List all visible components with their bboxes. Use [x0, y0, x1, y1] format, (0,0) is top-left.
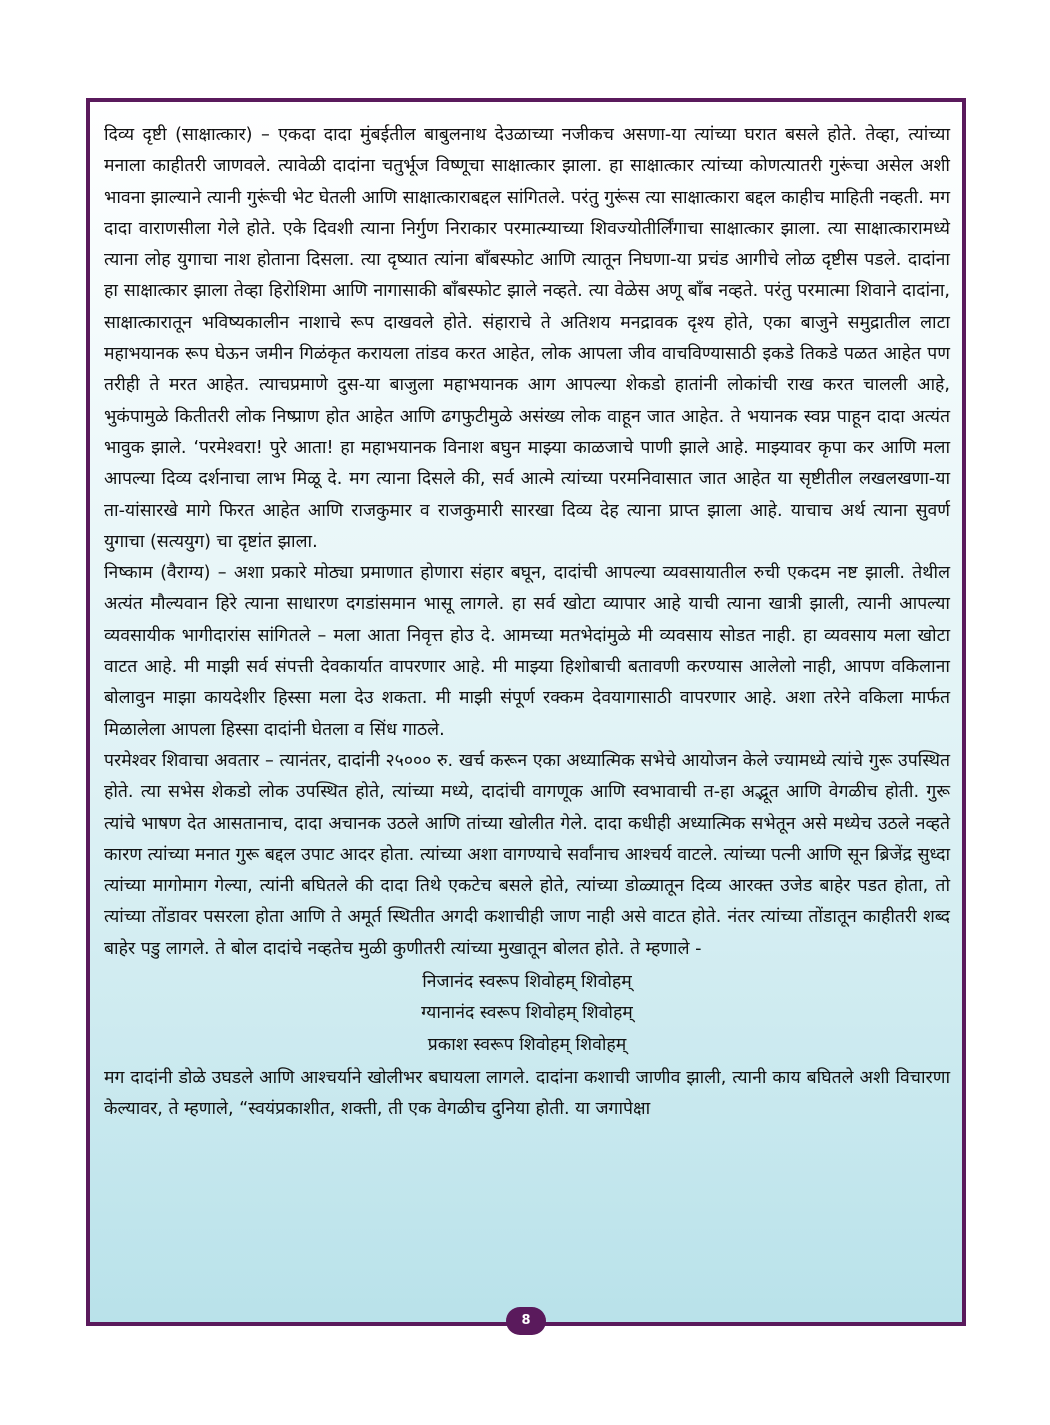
- paragraph-closing: मग दादांनी डोळे उघडले आणि आश्चर्याने खोलीभर बघायला लागले. दादांना कशाची जाणीव झाली, त्यानी काय बघितले अशी विचारणा केल्यावर, ते म्हणाले, “स्वयंप्रकाशीत, शक्ती, ती एक वेगळीच दुनिया होती. या जगापेक्षा: [104, 1067, 950, 1120]
- paragraph-text: त्यानंतर, दादांनी २५००० रु. खर्च करून एका अध्यात्मिक सभेचे आयोजन केले ज्यामध्ये त्यांचे गुरू उपस्थित होते. त्या सभेस शेकडो लोक उपस्थित होते, त्यांच्या मध्ये, दादांची वागणूक आणि स्वभावाची त-हा अद्भूत आणि वेगळीच होती. गुरू त्यांचे भाषण देत आसतानाच, दादा अचानक उठले आणि तांच्या खोलीत गेले. दादा कधीही अध्यात्मिक सभेतून असे मध्येच उठले नव्हते कारण त्यांच्या मनात गुरू बद्दल उपाट आदर होता. त्यांच्या अशा वागण्याचे सर्वांनाच आश्चर्य वाटले. त्यांच्या पत्नी आणि सून ब्रिजेंद्र सुध्दा त्यांच्या मागोमाग गेल्या, त्यांनी बघितले की दादा तिथे एकटेच बसले होते, त्यांच्या डोळ्यातून दिव्य आरक्त उजेड बाहेर पडत होता, तो त्यांच्या तोंडावर पसरला होता आणि ते अमूर्त स्थितीत अगदी कशाचीही जाण नाही असे वाटत होते. नंतर त्यांच्या तोंडातून काहीतरी शब्द बाहेर पडु लागले. ते बोल दादांचे नव्हतेच मुळी कुणीतरी त्यांच्या मुखातून बोलत होते. ते म्हणाले -: [104, 750, 951, 959]
- paragraph-heading: परमेश्वर शिवाचा अवतार –: [104, 750, 274, 771]
- paragraph-text: अशा प्रकारे मोठ्या प्रमाणात होणारा संहार बघून, दादांची आपल्या व्यवसायातील रुची एकदम नष्ट झाली. तेथील अत्यंत मौल्यवान हिरे त्याना साधारण दगडांसमान भासू लागले. हा सर्व खोटा व्यापार आहे याची त्याना खात्री झाली, त्यानी आपल्या व्यवसायीक भागीदारांस सांगितले – मला आता निवृत्त होउ दे. आमच्या मतभेदांमुळे मी व्यवसाय सोडत नाही. हा व्यवसाय मला खोटा वाटत आहे. मी माझी सर्व संपत्ती देवकार्यात वापरणार आहे. मी माझ्या हिशोबाची बतावणी करण्यास आलेलो नाही, आपण वकिलाना बोलावुन माझा कायदेशीर हिस्सा मला देउ शकता. मी माझी संपूर्ण रक्कम देवयागासाठी वापरणार आहे. अशा तरेने वकिला मार्फत मिळालेला आपला हिस्सा दादांनी घेतला व सिंध गाठले.: [104, 563, 950, 740]
- verse-line: प्रकाश स्वरूप शिवोहम् शिवोहम्: [427, 1034, 627, 1055]
- page-number: 8: [506, 1307, 546, 1335]
- verse-line: निजानंद स्वरूप शिवोहम् शिवोहम्: [422, 972, 632, 993]
- verse-block: [104, 967, 950, 1061]
- paragraph-heading: दिव्य दृष्टी (साक्षात्कार) –: [104, 125, 270, 145]
- paragraph-shiva-avatar: [104, 746, 950, 965]
- paragraph-heading: निष्काम (वैराग्य) –: [104, 563, 227, 584]
- paragraph-text: एकदा दादा मुंबईतील बाबुलनाथ देउळाच्या नजीकच असणा-या त्यांच्या घरात बसले होते. तेव्हा, त्यांच्या मनाला काहीतरी जाणवले. त्यावेळी दादांना चतुर्भूज विष्णूचा साक्षात्कार झाला. हा साक्षात्कार त्यांच्या कोणत्यातरी गुरूंचा असेल अशी भावना झाल्याने त्यानी गुरूंची भेट घेतली आणि साक्षात्काराबद्दल सांगितले. परंतु गुरूंस त्या साक्षात्कारा बद्दल काहीच माहिती नव्हती. मग दादा वाराणसीला गेले होते. एके दिवशी त्याना निर्गुण निराकार परमात्म्याच्या शिवज्योतीर्लिंगाचा साक्षात्कार झाला. त्या साक्षात्कारामध्ये त्याना लोह युगाचा नाश होताना दिसला. त्या दृष्यात त्यांना बाँबस्फोट आणि त्यातून निघणा-या प्रचंड आगीचे लोळ दृष्टीस पडले. दादांना हा साक्षात्कार झाला तेव्हा हिरोशिमा आणि नागासाकी बाँबस्फोट झाले नव्हते. त्या वेळेस अणू बाँब नव्हते. परंतु परमात्मा शिवाने दादांना, साक्षात्कारातून भविष्यकालीन नाशाचे रूप दाखवले होते. संहाराचे ते अतिशय मनद्रावक दृश्य होते, एका बाजुने समुद्रातील लाटा महाभयानक रूप घेऊन जमीन गिळंकृत करायला तांडव करत आहेत, लोक आपला जीव वाचविण्यासाठी इकडे तिकडे पळत आहेत पण तरीही ते मरत आहेत. त्याचप्रमाणे दुस-या बाजुला महाभयानक आग आपल्या शेकडो हातांनी लोकांची राख करत चालली आहे, भुकंपामुळे कितीतरी लोक निष्प्राण होत आहेत आणि ढगफुटीमुळे असंख्य लोक वाहून जात आहेत. ते भयानक स्वप्न पाहून दादा अत्यंत भावुक झाले. ‘परमेश्वरा! पुरे आता! हा महाभयानक विनाश बघुन माझ्या काळजाचे पाणी झाले आहे. माझ्यावर कृपा कर आणि मला आपल्या दिव्य दर्शनाचा लाभ मिळू दे. मग त्याना दिसले की, सर्व आत्मे त्यांच्या परमनिवासात जात आहेत या सृष्टीतील लखलखणा-या ता-यांसारखे मागे फिरत आहेत आणि राजकुमार व राजकुमारी सारखा दिव्य देह त्याना प्राप्त झाला आहे. याचाच अर्थ त्याना सुवर्ण युगाचा (सत्ययुग) चा दृष्टांत झाला.: [104, 125, 951, 552]
- page-frame: [86, 98, 966, 1326]
- article-body: [104, 120, 950, 1126]
- paragraph-divya-drishti: [104, 120, 950, 558]
- paragraph-nishkam: [104, 558, 950, 746]
- verse-line: ग्यानानंद स्वरूप शिवोहम् शिवोहम्: [421, 1003, 633, 1024]
